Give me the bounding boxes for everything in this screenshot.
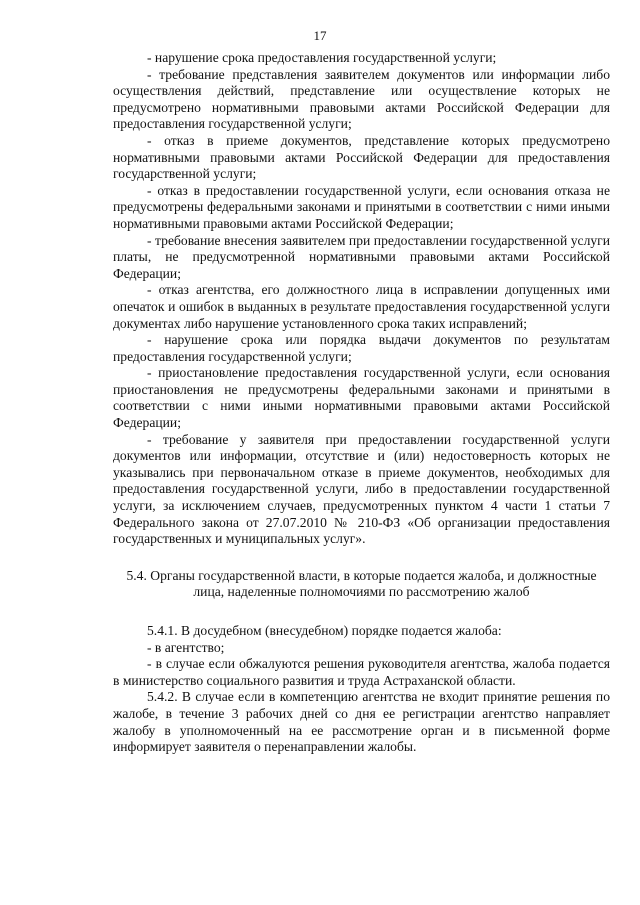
grounds-item: - требование у заявителя при предоставлении государственной услуги документов или информации, отсутствие и (или) недостоверность которых не указывались при первоначальном отказе в приеме документов, необходимых для предоставления государственной услуги, либо в предоставлении государственной услуги, за исключением случаев, предусмотренных пунктом 4 части 1 статьи 7 Федерального закона от 27.07.2010 № 210-ФЗ «Об организации предоставления государственных и муниципальных услуг». [113, 431, 610, 547]
grounds-item: - отказ агентства, его должностного лица в исправлении допущенных ими опечаток и ошибок в выданных в результате предоставления государственной услуги документах либо нарушение установленного срока таких исправлений; [113, 282, 610, 331]
grounds-item: - нарушение срока или порядка выдачи документов по результатам предоставления государственной услуги; [113, 332, 610, 364]
list-item-ministry: - в случае если обжалуются решения руководителя агентства, жалоба подается в министерство социального развития и труда Астраханской области. [113, 656, 610, 688]
page-number: 17 [313, 28, 327, 43]
grounds-item: - отказ в предоставлении государственной услуги, если основания отказа не предусмотрены федеральными законами и принятыми в соответствии с ними иными нормативными правовыми актами Российской Федерации; [113, 182, 610, 231]
grounds-item: - требование представления заявителем документов или информации либо осуществления действий, представление или осуществление которых не предусмотрено нормативными правовыми актами Российской Федерации для предоставления государственной услуги; [113, 66, 610, 132]
paragraph-5-4-2: 5.4.2. В случае если в компетенцию агентства не входит принятие решения по жалобе, в течение 3 рабочих дней со дня ее регистрации агентство направляет жалобу в уполномоченный на ее рассмотрение орган и в письменной форме информирует заявителя о перенаправлении жалобы. [113, 689, 610, 755]
section-heading: 5.4. Органы государственной власти, в которые подается жалоба, и должностные лица, наделенные полномочиями по рассмотрению жалоб [126, 567, 597, 600]
grounds-item: - приостановление предоставления государственной услуги, если основания приостановления не предусмотрены федеральными законами и принятыми в соответствии с ними иными нормативными правовыми актами Российской Федерации; [113, 365, 610, 431]
document-body [113, 50, 610, 756]
grounds-item: - отказ в приеме документов, представление которых предусмотрено нормативными правовыми актами Российской Федерации для предоставления государственной услуги; [113, 132, 610, 182]
paragraph-5-4-1: 5.4.1. В досудебном (внесудебном) порядке подается жалоба: [147, 623, 502, 638]
grounds-item: - нарушение срока предоставления государственной услуги; [147, 50, 497, 65]
list-item-agency: - в агентство; [147, 639, 225, 655]
grounds-item: - требование внесения заявителем при предоставлении государственной услуги платы, не предусмотренной нормативными правовыми актами Российской Федерации; [113, 232, 610, 281]
